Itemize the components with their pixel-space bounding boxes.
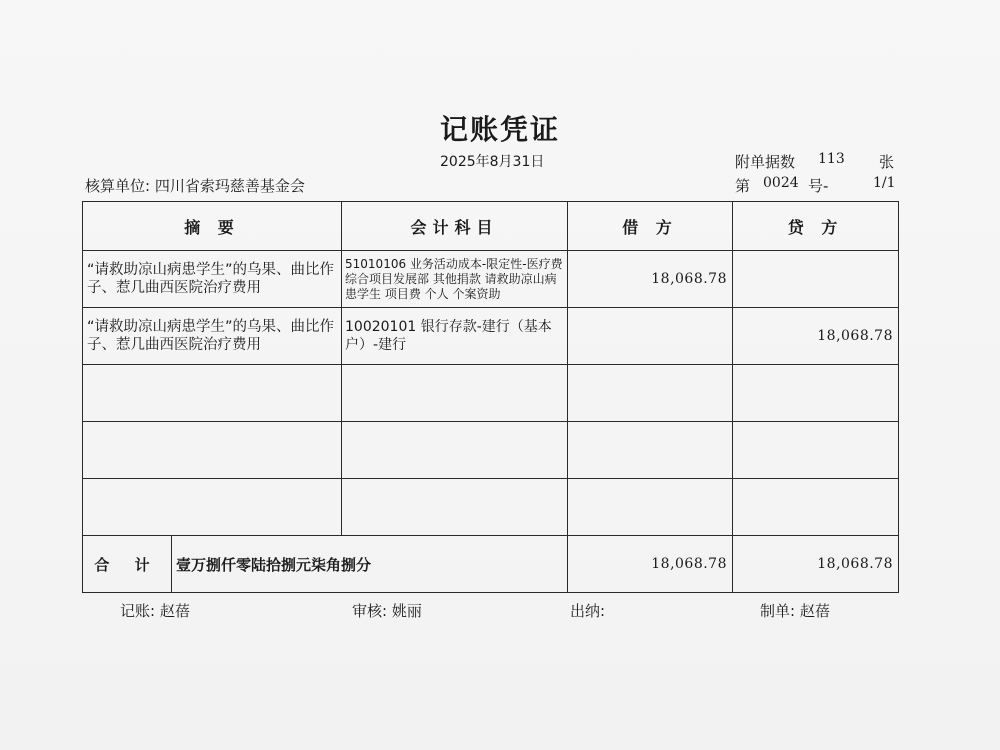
header-credit: 贷 方	[733, 202, 899, 251]
voucher-number-suffix: 号-	[808, 177, 829, 195]
header-account: 会计科目	[342, 202, 568, 251]
signer-maker: 制单: 赵蓓	[760, 602, 830, 620]
table-row	[83, 308, 899, 365]
total-label: 合 计	[83, 536, 172, 593]
entry-summary: “请救助凉山病患学生”的乌果、曲比作子、惹几曲西医院治疗费用	[83, 308, 342, 365]
attachments-unit: 张	[879, 153, 895, 171]
voucher-date: 2025年8月31日	[440, 154, 545, 170]
header-debit: 借 方	[568, 202, 733, 251]
empty-cell	[83, 365, 342, 422]
voucher-number-prefix: 第	[735, 177, 751, 195]
accounting-unit	[85, 175, 305, 196]
signer-cashier: 出纳:	[570, 602, 606, 620]
entry-debit	[568, 308, 733, 365]
voucher-number-value: 0024	[763, 175, 799, 191]
signer-bookkeeper: 记账: 赵蓓	[120, 602, 190, 620]
header-summary: 摘 要	[83, 202, 342, 251]
accounting-unit-label: 核算单位:	[85, 177, 151, 195]
total-credit: 18,068.78	[733, 536, 899, 593]
table-row-empty	[83, 479, 899, 536]
entry-credit	[733, 251, 899, 308]
entry-account: 51010106 业务活动成本-限定性-医疗费 综合项目发展部 其他捐款 请救助凉山病患学生 项目费 个人 个案资助	[342, 251, 568, 308]
entry-debit: 18,068.78	[568, 251, 733, 308]
voucher-page: 1/1	[873, 175, 896, 191]
voucher-table	[82, 201, 899, 593]
signer-reviewer: 审核: 姚丽	[352, 602, 422, 620]
accounting-unit-name: 四川省索玛慈善基金会	[154, 177, 305, 195]
empty-cell	[342, 365, 568, 422]
empty-cell	[568, 479, 733, 536]
empty-cell	[733, 422, 899, 479]
empty-cell	[83, 479, 342, 536]
empty-cell	[83, 422, 342, 479]
voucher-title: 记账凭证	[439, 113, 560, 146]
attachments-number: 113	[818, 151, 845, 167]
table-row	[83, 251, 899, 308]
total-row	[83, 536, 899, 593]
empty-cell	[568, 365, 733, 422]
total-debit: 18,068.78	[568, 536, 733, 593]
empty-cell	[568, 422, 733, 479]
table-row-empty	[83, 365, 899, 422]
total-amount-words: 壹万捌仟零陆拾捌元柒角捌分	[172, 536, 568, 593]
entry-summary: “请救助凉山病患学生”的乌果、曲比作子、惹几曲西医院治疗费用	[83, 251, 342, 308]
empty-cell	[733, 479, 899, 536]
attachments-label: 附单据数	[735, 153, 796, 171]
empty-cell	[733, 365, 899, 422]
empty-cell	[342, 479, 568, 536]
entry-account: 10020101 银行存款-建行（基本户）-建行	[342, 308, 568, 365]
empty-cell	[342, 422, 568, 479]
table-row-empty	[83, 422, 899, 479]
table-header-row	[83, 202, 899, 251]
entry-credit: 18,068.78	[733, 308, 899, 365]
